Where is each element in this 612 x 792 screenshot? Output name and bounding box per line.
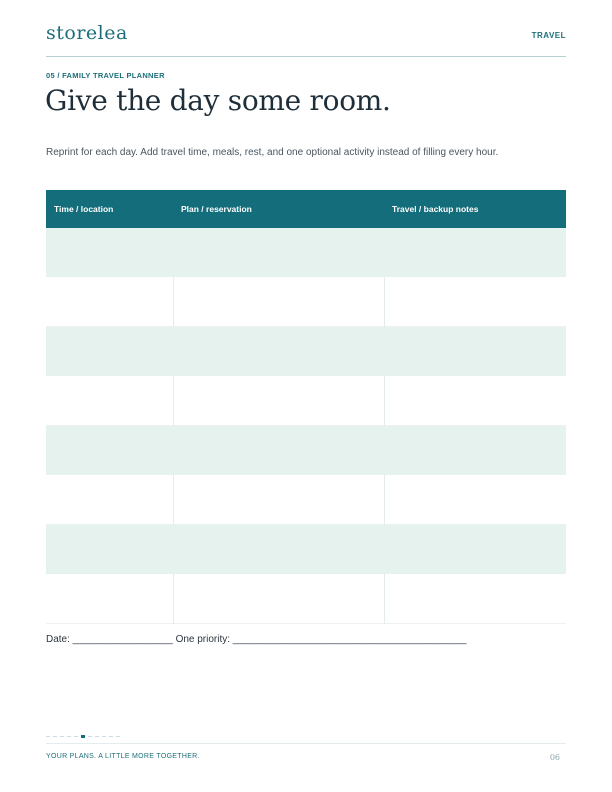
progress-dot <box>74 736 78 737</box>
travel-notes-cell[interactable] <box>384 376 566 426</box>
page-title: Give the day some room. <box>45 84 391 117</box>
page-progress-indicator <box>46 736 120 738</box>
time-location-cell[interactable] <box>46 475 173 525</box>
time-location-cell[interactable] <box>46 327 173 377</box>
column-header-plan-reservation: Plan / reservation <box>173 190 384 228</box>
travel-notes-cell[interactable] <box>384 327 566 377</box>
plan-reservation-cell[interactable] <box>173 327 384 377</box>
footer-tagline: YOUR PLANS. A LITTLE MORE TOGETHER. <box>46 753 200 760</box>
intro-text: Reprint for each day. Add travel time, meals, rest, and one optional activity instead of filling every hour. <box>46 147 499 158</box>
progress-dot <box>60 736 64 737</box>
plan-reservation-cell[interactable] <box>173 475 384 525</box>
time-location-cell[interactable] <box>46 228 173 277</box>
travel-notes-cell[interactable] <box>384 574 566 624</box>
column-header-travel-backup-notes: Travel / backup notes <box>384 190 566 228</box>
plan-reservation-cell[interactable] <box>173 525 384 575</box>
eyebrow-label: 05 / FAMILY TRAVEL PLANNER <box>46 71 165 80</box>
progress-dot <box>102 736 106 737</box>
travel-notes-cell[interactable] <box>384 475 566 525</box>
plan-reservation-cell[interactable] <box>173 574 384 624</box>
header-divider <box>46 56 566 57</box>
plan-reservation-cell[interactable] <box>173 277 384 327</box>
table-row <box>46 277 566 327</box>
travel-notes-cell[interactable] <box>384 228 566 277</box>
table-row <box>46 574 566 624</box>
progress-dot <box>53 736 57 737</box>
footer-divider <box>46 743 566 744</box>
travel-notes-cell[interactable] <box>384 277 566 327</box>
time-location-cell[interactable] <box>46 376 173 426</box>
brand-logo: storelea <box>46 22 128 44</box>
table-row <box>46 228 566 277</box>
progress-dot <box>95 736 99 737</box>
table-row <box>46 475 566 525</box>
planner-table <box>46 190 566 624</box>
travel-notes-cell[interactable] <box>384 426 566 476</box>
progress-dot <box>46 736 50 737</box>
progress-dot <box>109 736 113 737</box>
progress-dot-active <box>81 735 85 738</box>
plan-reservation-cell[interactable] <box>173 228 384 277</box>
table-row <box>46 525 566 575</box>
progress-dot <box>88 736 92 737</box>
time-location-cell[interactable] <box>46 426 173 476</box>
table-row <box>46 426 566 476</box>
plan-reservation-cell[interactable] <box>173 426 384 476</box>
time-location-cell[interactable] <box>46 525 173 575</box>
plan-reservation-cell[interactable] <box>173 376 384 426</box>
progress-dot <box>67 736 71 737</box>
section-tag: TRAVEL <box>531 31 566 40</box>
time-location-cell[interactable] <box>46 574 173 624</box>
table-row <box>46 327 566 377</box>
date-priority-line: Date: __________________ One priority: __________________________________________ <box>46 634 467 645</box>
travel-notes-cell[interactable] <box>384 525 566 575</box>
time-location-cell[interactable] <box>46 277 173 327</box>
table-header-row <box>46 190 566 228</box>
table-row <box>46 376 566 426</box>
column-header-time-location: Time / location <box>46 190 173 228</box>
page-number: 06 <box>549 753 560 762</box>
progress-dot <box>116 736 120 737</box>
